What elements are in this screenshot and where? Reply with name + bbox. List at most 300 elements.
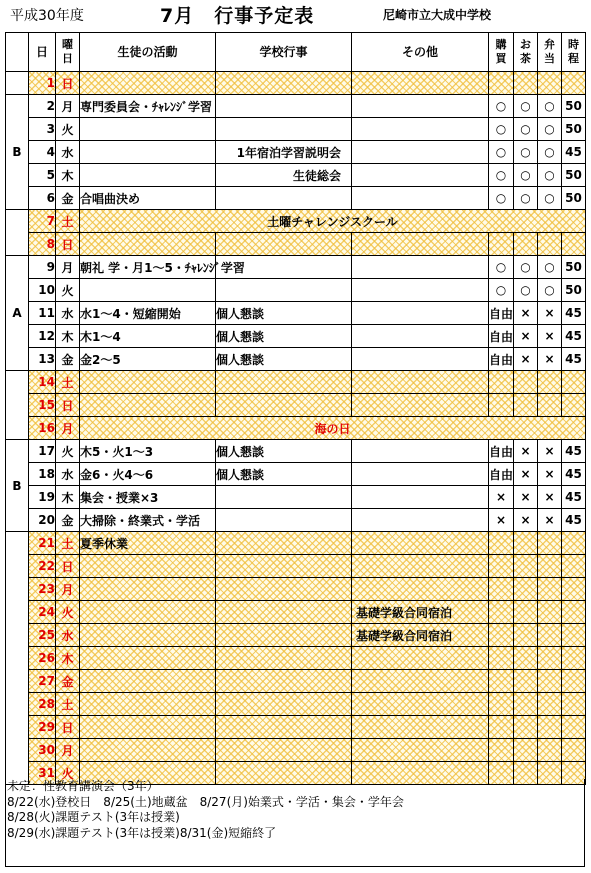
holiday-event-cell: 海の日: [80, 417, 586, 440]
periods-header: [562, 33, 586, 72]
weekday-cell: 土: [56, 693, 80, 716]
lunch-cell: ○: [538, 118, 562, 141]
schedule-table: [5, 32, 586, 785]
week-cycle-label: [6, 72, 29, 95]
periods-cell: [562, 578, 586, 601]
student-activity-cell: 合唱曲決め: [80, 187, 216, 210]
school-event-cell: 個人懇談: [216, 325, 352, 348]
weekday-cell: 土: [56, 210, 80, 233]
purchase-cell: [489, 72, 514, 95]
weekday-cell: 土: [56, 371, 80, 394]
tea-cell: ○: [514, 95, 538, 118]
day-cell: 19: [29, 486, 56, 509]
weekday-cell: 月: [56, 417, 80, 440]
school-event-cell: [216, 670, 352, 693]
periods-cell: 45: [562, 348, 586, 371]
tea-cell: [514, 72, 538, 95]
school-event-cell: 個人懇談: [216, 302, 352, 325]
schedule-row: [6, 670, 586, 693]
lunch-cell: [538, 72, 562, 95]
day-cell: 20: [29, 509, 56, 532]
schedule-row: [6, 348, 586, 371]
periods-cell: [562, 624, 586, 647]
lunch-header-text: 弁 当: [544, 38, 555, 65]
student-activity-cell: 木5・火1～3: [80, 440, 216, 463]
student-activity-cell: [80, 555, 216, 578]
weekday-cell: 火: [56, 118, 80, 141]
day-cell: 4: [29, 141, 56, 164]
tea-cell: [514, 670, 538, 693]
tea-cell: ○: [514, 118, 538, 141]
student-activity-cell: [80, 693, 216, 716]
tea-cell: [514, 601, 538, 624]
lunch-cell: ×: [538, 486, 562, 509]
periods-cell: [562, 532, 586, 555]
weekday-cell: 金: [56, 348, 80, 371]
other-cell: [352, 739, 489, 762]
periods-cell: [562, 601, 586, 624]
periods-cell: 45: [562, 302, 586, 325]
student-activity-cell: 集会・授業×3: [80, 486, 216, 509]
other-cell: [352, 256, 489, 279]
school-event-cell: [216, 647, 352, 670]
day-cell: 3: [29, 118, 56, 141]
lunch-cell: [538, 739, 562, 762]
note-line: 未定：性教育講演会（3年）: [7, 779, 159, 793]
day-cell: 2: [29, 95, 56, 118]
periods-cell: 50: [562, 279, 586, 302]
week-cycle-label: B: [6, 95, 29, 210]
day-cell: 1: [29, 72, 56, 95]
school-event-cell: [216, 578, 352, 601]
tea-cell: ×: [514, 325, 538, 348]
student-activity-cell: 木1～4: [80, 325, 216, 348]
periods-header-text: 時 程: [568, 38, 579, 65]
other-cell: [352, 187, 489, 210]
purchase-cell: 自由: [489, 440, 514, 463]
school-event-cell: 個人懇談: [216, 440, 352, 463]
schedule-row: [6, 164, 586, 187]
periods-cell: 50: [562, 187, 586, 210]
schedule-row: [6, 72, 586, 95]
purchase-cell: ○: [489, 141, 514, 164]
schedule-row: [6, 95, 586, 118]
student-activity-cell: [80, 118, 216, 141]
lunch-cell: ×: [538, 302, 562, 325]
weekday-cell: 木: [56, 486, 80, 509]
tea-cell: [514, 693, 538, 716]
purchase-cell: ○: [489, 279, 514, 302]
tea-cell: [514, 624, 538, 647]
week-cycle-label: [6, 371, 29, 440]
periods-cell: 45: [562, 486, 586, 509]
schedule-row: [6, 486, 586, 509]
schedule-row: [6, 371, 586, 394]
periods-cell: 45: [562, 509, 586, 532]
schedule-row: [6, 624, 586, 647]
day-cell: 16: [29, 417, 56, 440]
lunch-cell: [538, 233, 562, 256]
day-cell: 12: [29, 325, 56, 348]
student-activity-cell: [80, 578, 216, 601]
holiday-event-cell: 土曜チャレンジスクール: [80, 210, 586, 233]
note-line: 8/28(火)課題テスト(3年は授業): [7, 810, 180, 824]
school-event-cell: [216, 693, 352, 716]
lunch-cell: [538, 716, 562, 739]
schedule-row: [6, 325, 586, 348]
other-cell: [352, 118, 489, 141]
lunch-cell: ○: [538, 95, 562, 118]
student-activity-cell: [80, 647, 216, 670]
day-cell: 29: [29, 716, 56, 739]
lunch-cell: [538, 670, 562, 693]
day-cell: 28: [29, 693, 56, 716]
day-cell: 21: [29, 532, 56, 555]
day-cell: 14: [29, 371, 56, 394]
schedule-row: [6, 233, 586, 256]
student-activity-cell: 夏季休業: [80, 532, 216, 555]
student-activity-cell: [80, 279, 216, 302]
periods-cell: [562, 371, 586, 394]
weekday-header: [56, 33, 80, 72]
school-event-cell: [216, 509, 352, 532]
school-event-header: 学校行事: [216, 33, 352, 72]
weekday-header-text: 曜 日: [62, 38, 73, 65]
school-event-cell: 個人懇談: [216, 348, 352, 371]
other-cell: 基礎学級合同宿泊: [352, 601, 489, 624]
periods-cell: [562, 233, 586, 256]
schedule-row: [6, 509, 586, 532]
lunch-cell: ○: [538, 141, 562, 164]
week-header: [6, 33, 29, 72]
student-activity-cell: [80, 716, 216, 739]
school-event-cell: [216, 371, 352, 394]
week-cycle-label: B: [6, 440, 29, 532]
page-header: [0, 0, 591, 30]
weekday-cell: 日: [56, 716, 80, 739]
other-cell: [352, 463, 489, 486]
schedule-row: [6, 394, 586, 417]
school-event-cell: [216, 716, 352, 739]
schedule-row: [6, 739, 586, 762]
tea-cell: ○: [514, 164, 538, 187]
other-cell: [352, 555, 489, 578]
school-event-cell: [216, 532, 352, 555]
school-event-cell: [216, 279, 352, 302]
purchase-cell: [489, 693, 514, 716]
schedule-row: [6, 463, 586, 486]
tea-cell: ×: [514, 509, 538, 532]
purchase-cell: [489, 532, 514, 555]
weekday-cell: 土: [56, 532, 80, 555]
other-cell: [352, 394, 489, 417]
day-cell: 11: [29, 302, 56, 325]
schedule-row: [6, 693, 586, 716]
schedule-row: [6, 555, 586, 578]
purchase-cell: 自由: [489, 302, 514, 325]
purchase-header-text: 購 買: [495, 38, 507, 65]
tea-cell: ×: [514, 486, 538, 509]
purchase-cell: ×: [489, 486, 514, 509]
schedule-row: [6, 532, 586, 555]
other-cell: [352, 693, 489, 716]
school-event-cell: 1年宿泊学習説明会: [216, 141, 352, 164]
lunch-cell: [538, 647, 562, 670]
student-activity-cell: 金6・火4～6: [80, 463, 216, 486]
school-event-cell: [216, 72, 352, 95]
periods-cell: 50: [562, 95, 586, 118]
student-activity-cell: 専門委員会・ﾁｬﾚﾝｼﾞ学習: [80, 95, 216, 118]
lunch-cell: [538, 578, 562, 601]
day-cell: 6: [29, 187, 56, 210]
note-line: 8/29(水)課題テスト(3年は授業)8/31(金)短縮終了: [7, 825, 277, 840]
tea-cell: ○: [514, 256, 538, 279]
lunch-cell: [538, 532, 562, 555]
lunch-cell: ×: [538, 325, 562, 348]
purchase-cell: 自由: [489, 463, 514, 486]
other-cell: [352, 348, 489, 371]
tea-cell: ×: [514, 348, 538, 371]
periods-cell: 50: [562, 118, 586, 141]
schedule-row: [6, 716, 586, 739]
day-cell: 24: [29, 601, 56, 624]
weekday-cell: 月: [56, 95, 80, 118]
lunch-cell: ×: [538, 463, 562, 486]
tea-cell: ×: [514, 440, 538, 463]
school-event-cell: [216, 233, 352, 256]
schedule-row: [6, 440, 586, 463]
lunch-cell: ○: [538, 187, 562, 210]
purchase-cell: ○: [489, 164, 514, 187]
tea-cell: ○: [514, 279, 538, 302]
other-cell: [352, 509, 489, 532]
note-line: 8/22(水)登校日 8/25(土)地蔵盆 8/27(月)始業式・学活・集会・学年会: [7, 794, 404, 809]
school-event-cell: [216, 739, 352, 762]
schedule-row: [6, 417, 586, 440]
schedule-row: [6, 302, 586, 325]
student-activity-cell: [80, 670, 216, 693]
student-activity-cell: 朝礼 学・月1～5・ﾁｬﾚﾝｼﾞ学習: [80, 256, 216, 279]
weekday-cell: 日: [56, 555, 80, 578]
day-cell: 31: [29, 762, 56, 785]
weekday-cell: 月: [56, 578, 80, 601]
schedule-row: [6, 210, 586, 233]
day-cell: 30: [29, 739, 56, 762]
lunch-cell: [538, 555, 562, 578]
periods-cell: [562, 555, 586, 578]
lunch-cell: ×: [538, 348, 562, 371]
day-cell: 7: [29, 210, 56, 233]
schedule-row: [6, 279, 586, 302]
day-cell: 17: [29, 440, 56, 463]
student-activity-cell: [80, 601, 216, 624]
day-cell: 8: [29, 233, 56, 256]
week-cycle-label: [6, 532, 29, 785]
tea-cell: [514, 394, 538, 417]
student-activity-cell: 大掃除・終業式・学活: [80, 509, 216, 532]
purchase-cell: ×: [489, 509, 514, 532]
student-activity-cell: [80, 141, 216, 164]
weekday-cell: 金: [56, 187, 80, 210]
tea-header-text: お 茶: [520, 38, 531, 65]
schedule-row: [6, 187, 586, 210]
student-activity-cell: [80, 233, 216, 256]
schedule-row: [6, 601, 586, 624]
weekday-cell: 火: [56, 762, 80, 785]
purchase-cell: [489, 233, 514, 256]
student-activity-header: 生徒の活動: [80, 33, 216, 72]
schedule-row: [6, 256, 586, 279]
schedule-row: [6, 578, 586, 601]
weekday-cell: 水: [56, 302, 80, 325]
other-cell: [352, 302, 489, 325]
weekday-cell: 日: [56, 394, 80, 417]
other-header: その他: [352, 33, 489, 72]
tea-cell: ○: [514, 187, 538, 210]
lunch-cell: [538, 601, 562, 624]
day-cell: 13: [29, 348, 56, 371]
lunch-cell: [538, 371, 562, 394]
tea-cell: ○: [514, 141, 538, 164]
notes-section: [5, 779, 585, 867]
other-cell: [352, 486, 489, 509]
other-cell: [352, 440, 489, 463]
purchase-cell: ○: [489, 118, 514, 141]
weekday-cell: 水: [56, 624, 80, 647]
tea-cell: ×: [514, 463, 538, 486]
tea-cell: [514, 371, 538, 394]
schedule-row: [6, 647, 586, 670]
lunch-cell: ×: [538, 509, 562, 532]
student-activity-cell: 水1～4・短縮開始: [80, 302, 216, 325]
day-cell: 26: [29, 647, 56, 670]
weekday-cell: 木: [56, 164, 80, 187]
periods-cell: 45: [562, 463, 586, 486]
purchase-cell: [489, 601, 514, 624]
school-event-cell: 個人懇談: [216, 463, 352, 486]
weekday-cell: 日: [56, 233, 80, 256]
weekday-cell: 水: [56, 141, 80, 164]
other-cell: [352, 72, 489, 95]
purchase-cell: [489, 624, 514, 647]
lunch-cell: ○: [538, 279, 562, 302]
day-cell: 22: [29, 555, 56, 578]
tea-header: [514, 33, 538, 72]
periods-cell: 50: [562, 256, 586, 279]
tea-cell: [514, 233, 538, 256]
periods-cell: [562, 716, 586, 739]
other-cell: [352, 233, 489, 256]
other-cell: [352, 532, 489, 555]
tea-cell: [514, 739, 538, 762]
tea-cell: [514, 532, 538, 555]
day-cell: 18: [29, 463, 56, 486]
weekday-cell: 金: [56, 670, 80, 693]
purchase-cell: [489, 670, 514, 693]
periods-cell: [562, 739, 586, 762]
weekday-cell: 木: [56, 647, 80, 670]
other-cell: 基礎学級合同宿泊: [352, 624, 489, 647]
student-activity-cell: [80, 72, 216, 95]
schedule-row: [6, 118, 586, 141]
school-name: 尼崎市立大成中学校: [383, 8, 492, 22]
other-cell: [352, 95, 489, 118]
day-cell: 10: [29, 279, 56, 302]
day-cell: 25: [29, 624, 56, 647]
school-event-cell: [216, 95, 352, 118]
weekday-cell: 月: [56, 739, 80, 762]
week-cycle-label: A: [6, 256, 29, 371]
lunch-header: [538, 33, 562, 72]
purchase-cell: ○: [489, 187, 514, 210]
purchase-header: [489, 33, 514, 72]
school-event-cell: [216, 394, 352, 417]
fiscal-year: 平成30年度: [10, 8, 84, 24]
lunch-cell: [538, 624, 562, 647]
purchase-cell: [489, 394, 514, 417]
purchase-cell: [489, 739, 514, 762]
tea-cell: [514, 578, 538, 601]
other-cell: [352, 164, 489, 187]
student-activity-cell: [80, 624, 216, 647]
purchase-cell: 自由: [489, 348, 514, 371]
lunch-cell: ○: [538, 256, 562, 279]
purchase-cell: [489, 371, 514, 394]
periods-cell: [562, 72, 586, 95]
week-cycle-label: [6, 210, 29, 256]
school-event-cell: [216, 118, 352, 141]
purchase-cell: 自由: [489, 325, 514, 348]
purchase-cell: [489, 716, 514, 739]
other-cell: [352, 279, 489, 302]
school-event-cell: [216, 486, 352, 509]
other-cell: [352, 371, 489, 394]
day-header: 日: [29, 33, 56, 72]
purchase-cell: [489, 647, 514, 670]
periods-cell: 45: [562, 141, 586, 164]
periods-cell: 50: [562, 164, 586, 187]
tea-cell: [514, 555, 538, 578]
weekday-cell: 月: [56, 256, 80, 279]
purchase-cell: ○: [489, 256, 514, 279]
other-cell: [352, 647, 489, 670]
lunch-cell: [538, 693, 562, 716]
page-title: 7月 行事予定表: [160, 5, 315, 27]
student-activity-cell: [80, 164, 216, 187]
weekday-cell: 水: [56, 463, 80, 486]
weekday-cell: 火: [56, 440, 80, 463]
school-event-cell: [216, 601, 352, 624]
school-event-cell: [216, 555, 352, 578]
purchase-cell: ○: [489, 95, 514, 118]
other-cell: [352, 578, 489, 601]
other-cell: [352, 670, 489, 693]
weekday-cell: 火: [56, 279, 80, 302]
student-activity-cell: [80, 371, 216, 394]
periods-cell: [562, 394, 586, 417]
tea-cell: ×: [514, 302, 538, 325]
other-cell: [352, 716, 489, 739]
day-cell: 27: [29, 670, 56, 693]
day-cell: 9: [29, 256, 56, 279]
purchase-cell: [489, 555, 514, 578]
periods-cell: 45: [562, 440, 586, 463]
periods-cell: [562, 647, 586, 670]
purchase-cell: [489, 578, 514, 601]
tea-cell: [514, 647, 538, 670]
schedule-body: [6, 72, 586, 785]
lunch-cell: ○: [538, 164, 562, 187]
